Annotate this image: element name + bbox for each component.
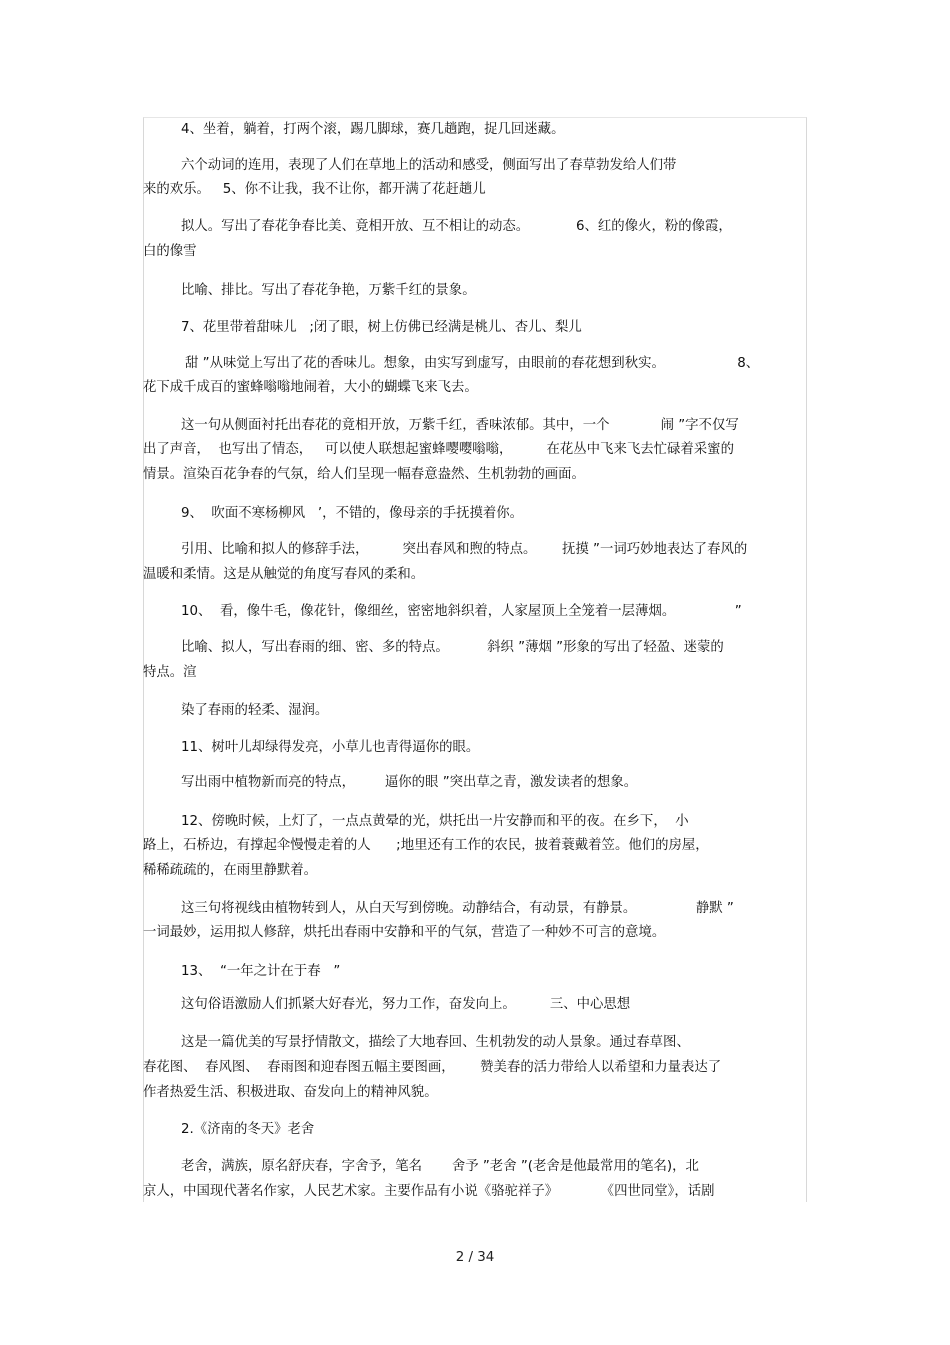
text-line: 7、花里带着甜味儿 ;闭了眼，树上仿佛已经满是桃儿、杏儿、梨儿: [181, 320, 582, 335]
text-line: 来的欢乐。 5、你不让我，我不让你，都开满了花赶趟儿: [143, 182, 486, 197]
text-line: 京人，中国现代著名作家，人民艺术家。主要作品有小说《骆驼祥子》 《四世同堂》，话剧: [143, 1184, 715, 1199]
text-line: 这三句将视线由植物转到人，从白天写到傍晚。动静结合，有动景，有静景。 静默 ”: [181, 901, 734, 916]
section-heading: 2.《济南的冬天》老舍: [181, 1122, 315, 1137]
text-line: 4、坐着，躺着，打两个滚，踢几脚球，赛几趟跑，捉几回迷藏。: [181, 122, 565, 137]
text-line: 11、树叶儿却绿得发亮，小草儿也青得逼你的眼。: [181, 740, 480, 755]
text-line: 一词最妙，运用拟人修辞，烘托出春雨中安静和平的气氛，营造了一种妙不可言的意境。: [143, 925, 666, 940]
text-line: 花下成千成百的蜜蜂嗡嗡地闹着，大小的蝴蝶飞来飞去。: [143, 380, 478, 395]
text-line: 拟人。写出了春花争春比美、竟相开放、互不相让的动态。 6、红的像火，粉的像霞，: [181, 219, 732, 234]
text-line: 特点。渲: [143, 665, 197, 680]
text-line: 10、 看，像牛毛，像花针，像细丝，密密地斜织着，人家屋顶上全笼着一层薄烟。 ”: [181, 604, 742, 619]
text-line: 写出雨中植物新而亮的特点， 逼你的眼 ”突出草之青，激发读者的想象。: [181, 775, 638, 790]
text-line: 老舍，满族，原名舒庆春，字舍予，笔名 舍予 ”老舍 ”(老舍是他最常用的笔名)，北: [181, 1159, 699, 1174]
text-line: 稀稀疏疏的，在雨里静默着。: [143, 863, 318, 878]
text-line: 春花图、 春风图、 春雨图和迎春图五幅主要图画， 赞美春的活力带给人以希望和力量表达了: [143, 1060, 722, 1075]
text-line: 这句俗语激励人们抓紧大好春光，努力工作，奋发向上。 三、中心思想: [181, 997, 631, 1012]
text-line: 出了声音， 也写出了情态， 可以使人联想起蜜蜂嘤嘤嗡嗡， 在花丛中飞来飞去忙碌着采蜜的: [143, 442, 734, 457]
text-line: 这是一篇优美的写景抒情散文，描绘了大地春回、生机勃发的动人景象。通过春草图、: [181, 1035, 690, 1050]
text-line: 六个动词的连用，表现了人们在草地上的活动和感受，侧面写出了春草勃发给人们带: [181, 158, 677, 173]
text-line: 这一句从侧面衬托出春花的竟相开放，万紫千红，香味浓郁。其中，一个 闹 ”字不仅写: [181, 418, 739, 433]
text-line: 9、 吹面不寒杨柳风 ’，不错的，像母亲的手抚摸着你。: [181, 506, 524, 521]
text-line: 白的像雪: [143, 244, 197, 259]
text-line: 13、 “一年之计在于春 ”: [181, 964, 341, 979]
text-line: 作者热爱生活、积极进取、奋发向上的精神风貌。: [143, 1085, 438, 1100]
text-line: 路上，石桥边，有撑起伞慢慢走着的人 ;地里还有工作的农民，披着蓑戴着笠。他们的房屋，: [143, 838, 709, 853]
page-number: 2 / 34: [455, 1250, 495, 1265]
text-line: 甜 ”从味觉上写出了花的香味儿。想象，由实写到虚写，由眼前的春花想到秋实。 8、: [185, 356, 760, 371]
text-line: 引用、比喻和拟人的修辞手法， 突出春风和煦的特点。 抚摸 ”一词巧妙地表达了春风的: [181, 542, 748, 557]
text-line: 情景。渲染百花争春的气氛，给人们呈现一幅春意盎然、生机勃勃的画面。: [143, 467, 585, 482]
text-line: 比喻、排比。写出了春花争艳，万紫千红的景象。: [181, 283, 476, 298]
text-line: 比喻、拟人，写出春雨的细、密、多的特点。 斜织 ”薄烟 ”形象的写出了轻盈、迷蒙的: [181, 640, 724, 655]
text-line: 温暖和柔情。这是从触觉的角度写春风的柔和。: [143, 567, 425, 582]
text-line: 染了春雨的轻柔、湿润。: [181, 703, 329, 718]
text-line: 12、傍晚时候，上灯了，一点点黄晕的光，烘托出一片安静而和平的夜。在乡下， 小: [181, 814, 689, 829]
